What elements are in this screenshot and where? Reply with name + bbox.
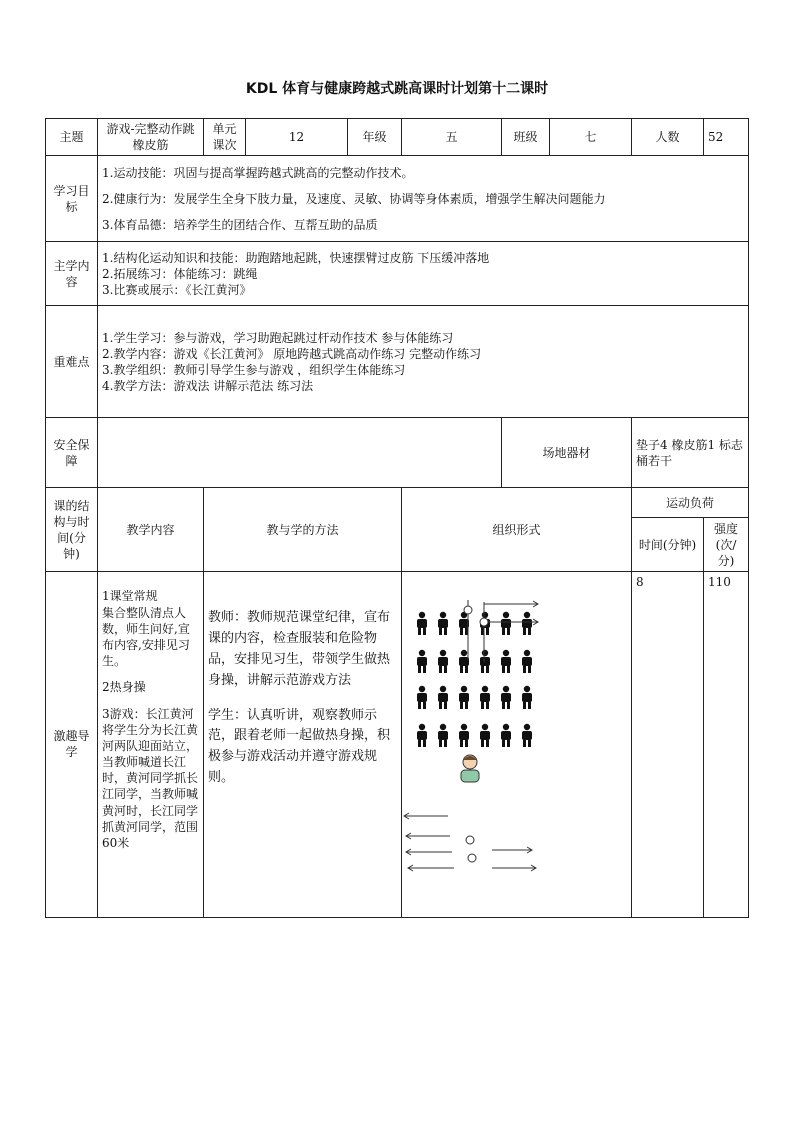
lesson-plan-table (45, 118, 749, 918)
marker-circle (464, 606, 472, 614)
column-head-row (46, 488, 749, 518)
load-head: 运动负荷 (632, 488, 749, 518)
student-icon (501, 650, 511, 673)
intensity-head: 强度(次/分) (704, 518, 749, 572)
time-head: 时间(分钟) (632, 518, 704, 572)
method-student: 学生：认真听讲，观察教师示范，跟着老师一起做热身操，积极参与游戏活动并遵守游戏规则。 (208, 707, 391, 785)
section-method (204, 572, 402, 917)
count-value: 52 (704, 119, 749, 156)
safety-value (98, 418, 502, 488)
content-row (46, 242, 749, 306)
keypoints-row (46, 306, 749, 418)
content-line: 将学生分为长江黄河两队迎面站立，当教师喊道长江时，黄河同学抓长江同学，当教师喊黄河时，长江同学抓黄河同学，范围60米 (102, 722, 199, 850)
topic-label: 主题 (46, 119, 98, 156)
safety-label: 安全保障 (46, 418, 98, 488)
content-label: 主学内容 (46, 242, 98, 306)
student-icon (501, 724, 511, 747)
marker-circle (468, 854, 476, 862)
keypoint-item: 3.教学组织：教师引导学生参与游戏 ，组织学生体能练习 (102, 362, 406, 377)
student-icon (417, 650, 427, 673)
content-line: 2热身操 (102, 680, 146, 695)
content-line: 1课堂常规 (102, 589, 158, 604)
header-row (46, 119, 749, 156)
grade-value: 五 (402, 119, 502, 156)
student-icon (480, 650, 490, 673)
section-intensity: 110 (704, 572, 749, 917)
marker-circle (480, 618, 488, 626)
student-icon (522, 612, 532, 635)
organization-head: 组织形式 (402, 488, 632, 572)
grade-label: 年级 (348, 119, 402, 156)
keypoints-label: 重难点 (46, 306, 98, 418)
student-icon (438, 612, 448, 635)
content-item: 1.结构化运动知识和技能：助跑踏地起跳，快速摆臂过皮筋 下压缓冲落地 (102, 250, 490, 265)
goals-list (98, 156, 749, 242)
goals-label: 学习目标 (46, 156, 98, 242)
goal-item: 3.体育品德：培养学生的团结合作、互帮互助的品质 (102, 217, 378, 232)
student-icon (480, 724, 490, 747)
content-item: 3.比赛或展示：《长江黄河》 (102, 282, 252, 297)
student-icon (522, 724, 532, 747)
content-list (98, 242, 749, 306)
unit-label: 单元课次 (204, 119, 246, 156)
keypoint-item: 1.学生学习：参与游戏，学习助跑起跳过杆动作技术 参与体能练习 (102, 330, 454, 345)
student-icon (501, 612, 511, 635)
formation-svg (402, 572, 548, 912)
topic-value: 游戏-完整动作跳橡皮筋 (98, 119, 204, 156)
teaching-content-head: 教学内容 (98, 488, 204, 572)
keypoints-list (98, 306, 749, 418)
student-icon (459, 686, 469, 709)
equipment-value: 垫子4 橡皮筋1 标志桶若干 (632, 418, 749, 488)
student-icon (438, 686, 448, 709)
student-icon (501, 686, 511, 709)
student-icon (522, 650, 532, 673)
count-label: 人数 (632, 119, 704, 156)
teacher-icon (461, 755, 479, 782)
student-icon (522, 686, 532, 709)
student-icon (417, 686, 427, 709)
keypoint-item: 4.教学方法：游戏法 讲解示范法 练习法 (102, 379, 314, 394)
student-icon (417, 724, 427, 747)
student-icon (480, 686, 490, 709)
structure-head: 课的结构与时间(分钟) (46, 488, 98, 572)
marker-circle (466, 836, 474, 844)
student-icon (459, 724, 469, 747)
section-label: 激趣导学 (46, 572, 98, 917)
content-item: 2.拓展练习：体能练习：跳绳 (102, 266, 258, 281)
equipment-label: 场地器材 (502, 418, 632, 488)
page-title: KDL 体育与健康跨越式跳高课时计划第十二课时 (245, 81, 549, 97)
formation-diagram (402, 572, 632, 917)
student-rows (417, 612, 532, 747)
goals-row (46, 156, 749, 242)
safety-row (46, 418, 749, 488)
goal-item: 1.运动技能：巩固与提高掌握跨越式跳高的完整动作技术。 (102, 165, 414, 180)
keypoint-item: 2.教学内容：游戏《长江黄河》 原地跨越式跳高动作练习 完整动作练习 (102, 346, 482, 361)
section-row (46, 572, 749, 917)
content-line: 集合整队清点人数，师生问好,宣布内容,安排见习生。 (102, 605, 190, 669)
student-icon (417, 612, 427, 635)
student-icon (438, 650, 448, 673)
method-teacher: 教师：教师规范课堂纪律，宣布课的内容，检查服装和危险物品，安排见习生，带领学生做热身操，讲解示范游戏方法 (208, 610, 391, 688)
unit-value: 12 (246, 119, 348, 156)
content-line: 3游戏：长江黄河 (102, 706, 194, 721)
class-label: 班级 (502, 119, 550, 156)
student-icon (438, 724, 448, 747)
section-time: 8 (632, 572, 704, 917)
class-value: 七 (550, 119, 632, 156)
method-head: 教与学的方法 (204, 488, 402, 572)
section-content (98, 572, 204, 917)
goal-item: 2.健康行为：发展学生全身下肢力量，及速度、灵敏、协调等身体素质，增强学生解决问题能力 (102, 191, 606, 206)
